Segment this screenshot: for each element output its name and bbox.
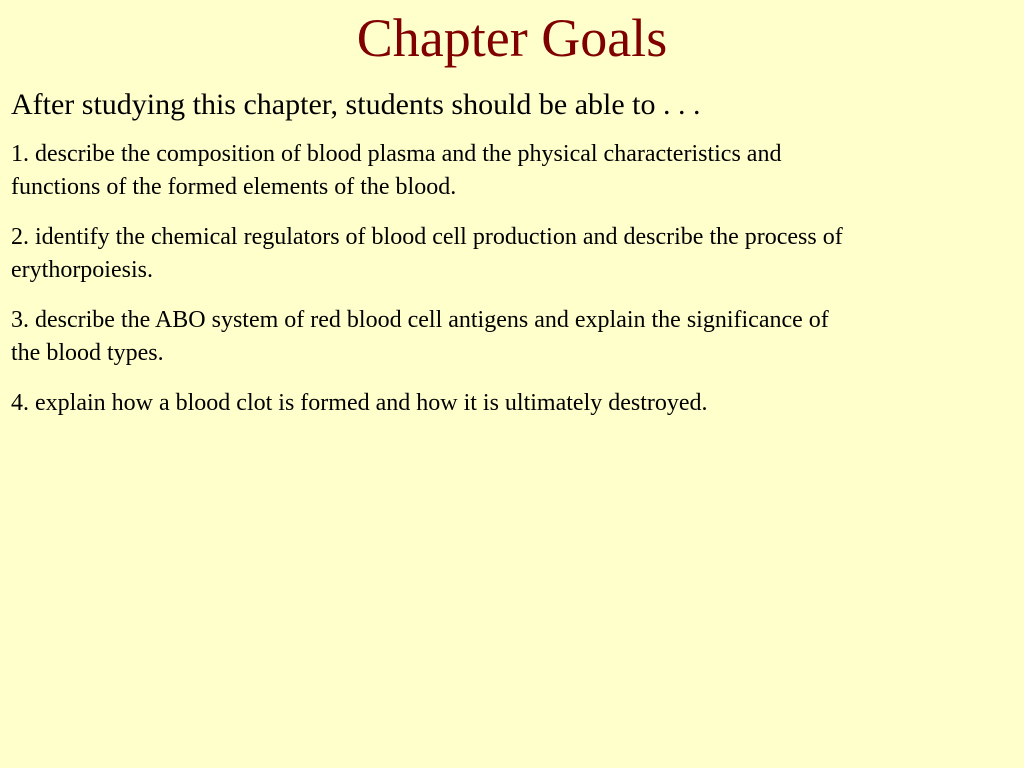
goal-2-line-2: erythorpoiesis. bbox=[11, 257, 153, 283]
intro-text: After studying this chapter, students should be able to . . . bbox=[11, 88, 701, 121]
goal-1-line-1: 1. describe the composition of blood plasma and the physical characteristics and bbox=[11, 141, 782, 167]
goal-2-line-1: 2. identify the chemical regulators of blood cell production and describe the process of bbox=[11, 224, 843, 250]
goal-3-line-1: 3. describe the ABO system of red blood cell antigens and explain the significance of bbox=[11, 307, 829, 333]
goal-item-3 bbox=[11, 304, 1011, 370]
goal-item-2 bbox=[11, 221, 1011, 287]
goal-1-line-2: functions of the formed elements of the blood. bbox=[11, 174, 457, 200]
slide-title: Chapter Goals bbox=[356, 8, 668, 68]
goal-3-line-2: the blood types. bbox=[11, 340, 164, 366]
goals-list bbox=[11, 138, 1011, 437]
goal-item-4 bbox=[11, 387, 1011, 420]
goal-item-1 bbox=[11, 138, 1011, 204]
goal-4-line-1: 4. explain how a blood clot is formed and how it is ultimately destroyed. bbox=[11, 390, 708, 416]
